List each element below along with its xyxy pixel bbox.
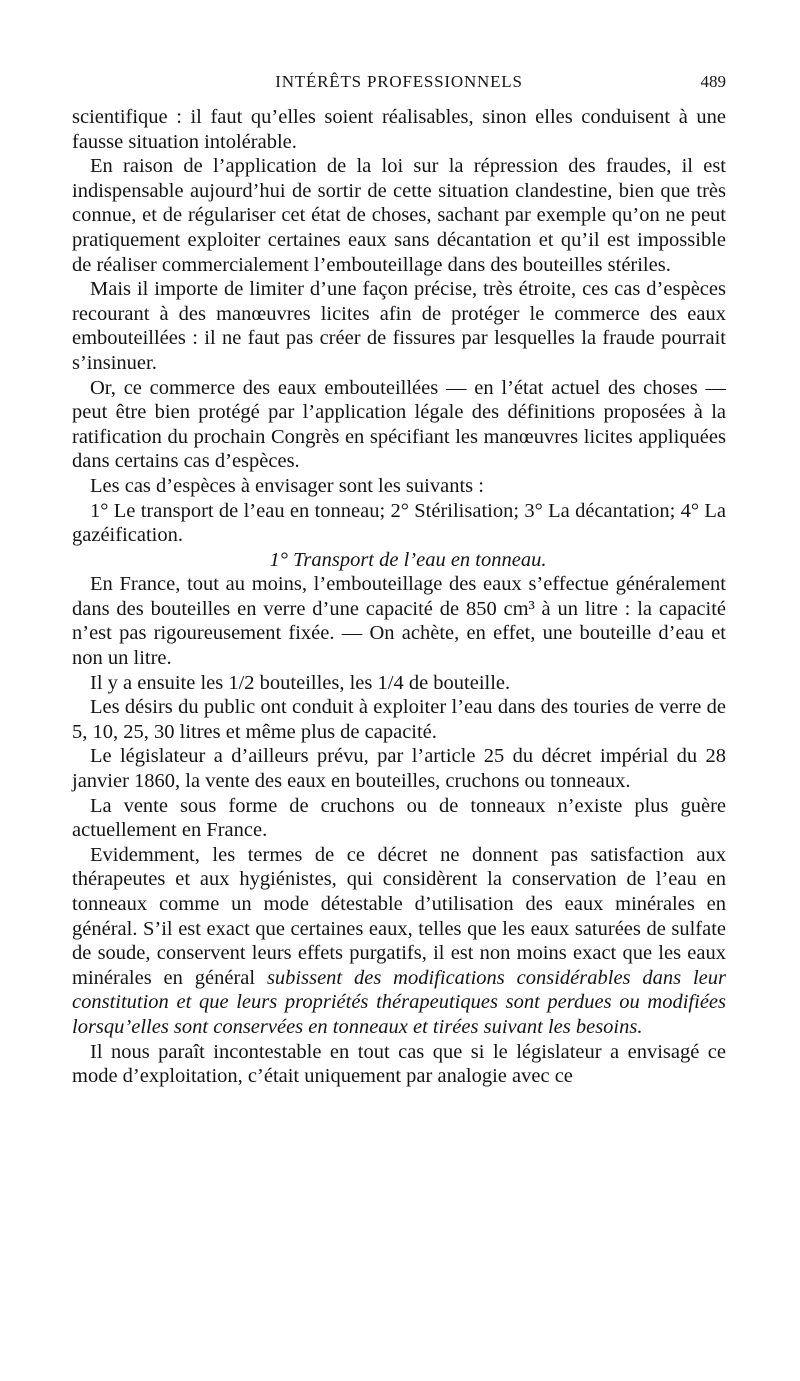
paragraph: Il nous paraît incontestable en tout cas que si le législateur a envisagé ce mode d’exploitation, c’était uniquement par analogie avec ce [72, 1040, 726, 1088]
paragraph: Il y a ensuite les 1/2 bouteilles, les 1/4 de bouteille. [90, 671, 511, 694]
paragraph: Mais il importe de limiter d’une façon précise, très étroite, ces cas d’espèces recourant à des manœuvres licites afin de protéger le commerce des eaux embouteillées : il ne faut pas créer de fissures par lesquelles la fraude pourrait s’insinuer. [72, 278, 726, 374]
running-title: INTÉRÊTS PROFESSIONNELS [275, 72, 523, 91]
paragraph: En France, tout au moins, l’embouteillage des eaux s’effectue généralement dans des bouteilles en verre d’une capacité de 850 cm³ à un litre : la capacité n’est pas rigoureusement fixée. — On achète, en effet, une bouteille d’eau et non un litre. [72, 573, 726, 670]
paragraph: Les désirs du public ont conduit à exploiter l’eau dans des touries de verre de 5, 10, 25, 30 litres et même plus de capacité. [72, 696, 726, 743]
page-header [72, 70, 726, 96]
paragraph: Le législateur a d’ailleurs prévu, par l’article 25 du décret impérial du 28 janvier 1860, la vente des eaux en bouteilles, cruchons ou tonneaux. [72, 745, 726, 793]
paragraph: scientifique : il faut qu’elles soient réalisables, sinon elles conduisent à une fausse situation intolérable. [72, 106, 726, 153]
body-text [72, 105, 726, 1089]
paragraph: En raison de l’application de la loi sur la répression des fraudes, il est indispensable aujourd’hui de sortir de cette situation clandestine, bien que très connue, et de régulariser cet état de choses, sachant par exemple qu’on ne peut pratiquement exploiter certaines eaux sans décantation et qu’il est impossible de réaliser commercialement l’embouteillage dans des bouteilles stériles. [72, 155, 726, 276]
paragraph: 1° Le transport de l’eau en tonneau; 2° Stérilisation; 3° La décantation; 4° La gazéification. [72, 499, 726, 547]
paragraph [72, 843, 726, 1040]
paragraph: Les cas d’espèces à envisager sont les suivants : [90, 474, 484, 497]
paragraph: La vente sous forme de cruchons ou de tonneaux n’existe plus guère actuellement en France. [72, 794, 726, 842]
page-number: 489 [700, 72, 726, 91]
paragraph: Or, ce commerce des eaux embouteillées — en l’état actuel des choses — peut être bien protégé par l’application légale des définitions proposées à la ratification du prochain Congrès en spécifiant les manœuvres licites appliquées dans certains cas d’espèces. [72, 376, 726, 473]
paragraph-text: Evidemment, les termes de ce décret ne donnent pas satisfaction aux thérapeutes et aux hygiénistes, qui considèrent la conservation de l’eau en tonneaux comme un mode détestable d’utilisation des eaux minérales en général. S’il est exact que certaines eaux, telles que les eaux saturées de sulfate de soude, conservent leurs effets purgatifs, il est non moins exact que les eaux minérales en général [72, 843, 726, 989]
section-heading: 1° Transport de l’eau en tonneau. [269, 548, 547, 571]
italic-emphasis: subissent des modifications considérables dans leur constitution et que leurs propriétés thérapeutiques sont perdues ou modifiées lorsqu’elles sont conservées en tonneaux et tirées suivant les besoins. [72, 966, 726, 1038]
